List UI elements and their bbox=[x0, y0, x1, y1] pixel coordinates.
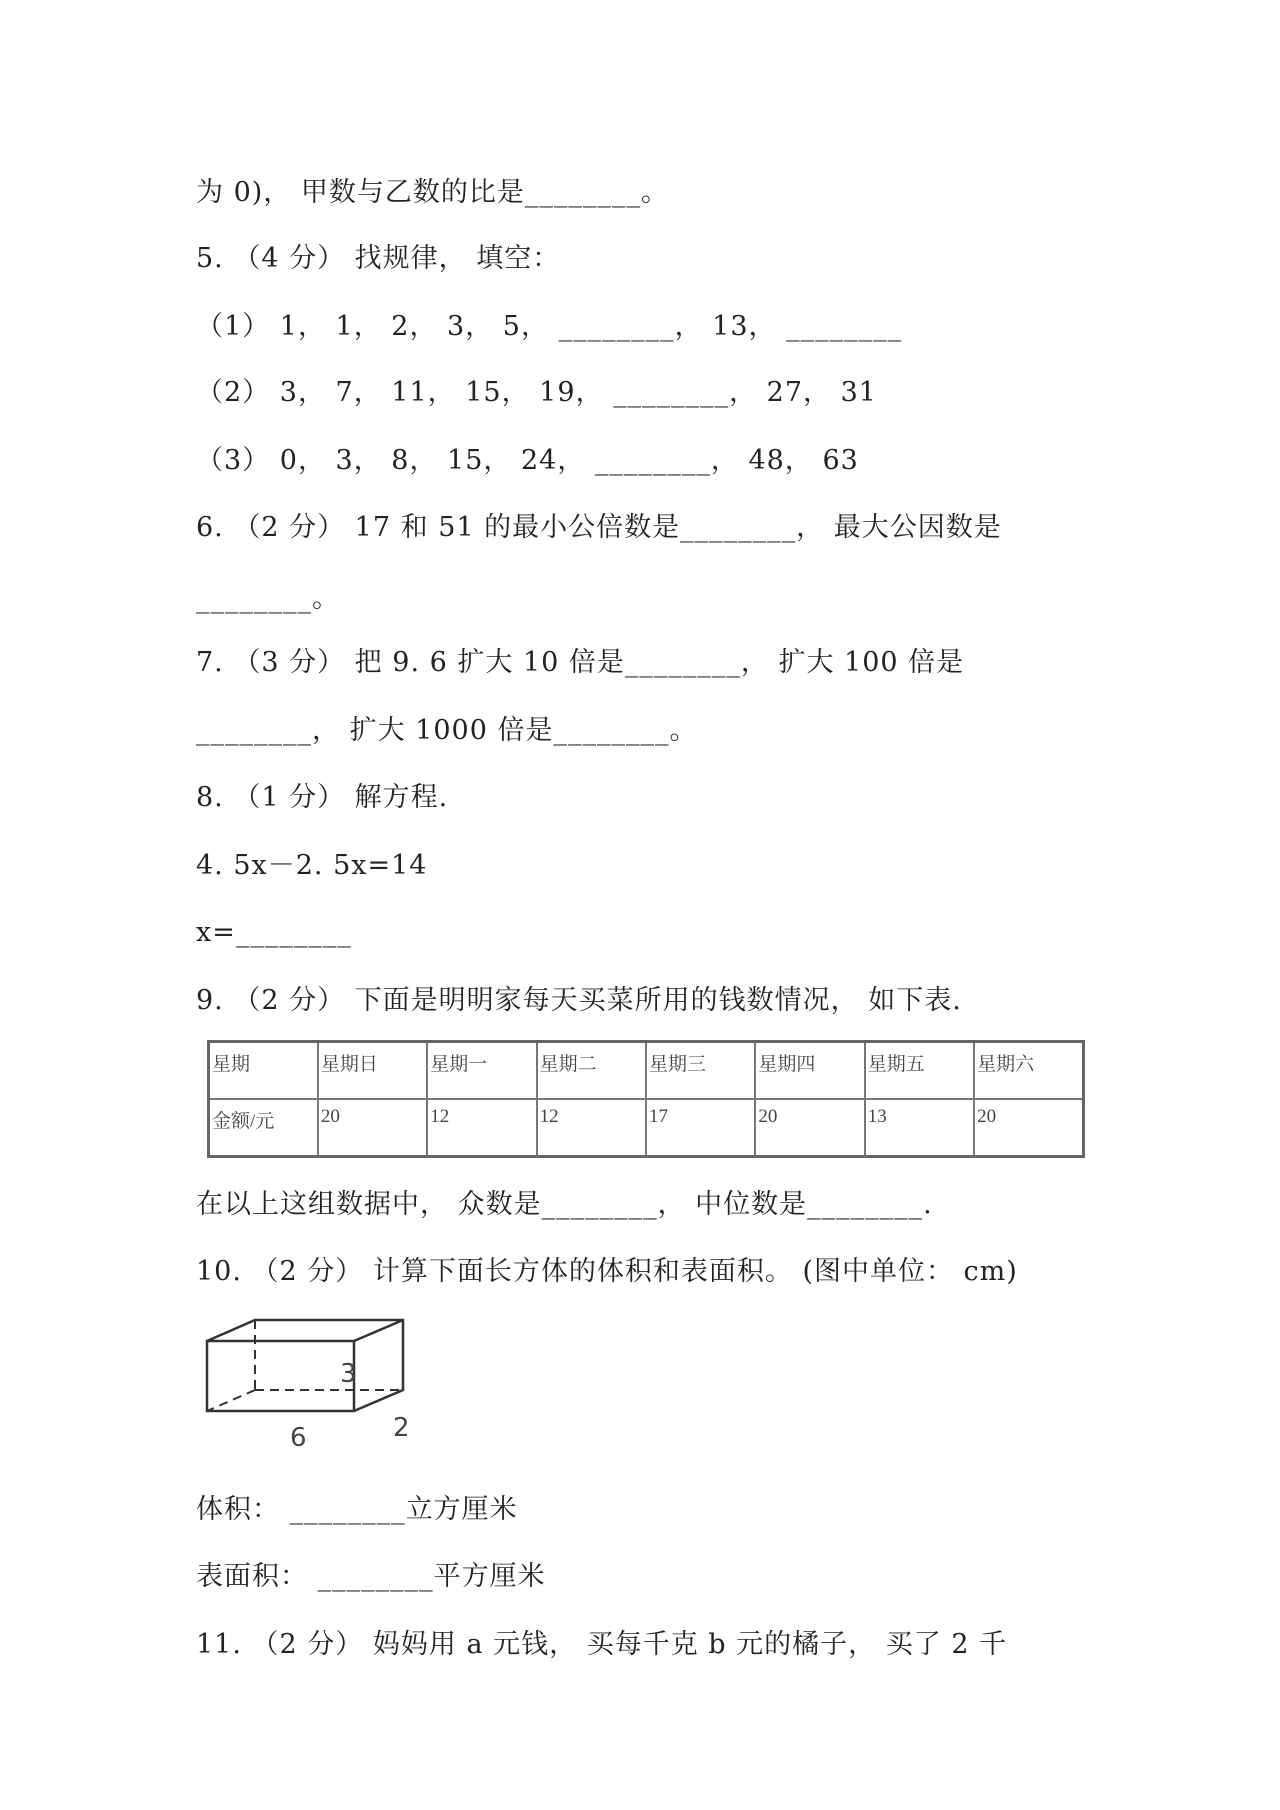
table-cell: 星期四 bbox=[755, 1042, 864, 1100]
table-cell: 星期 bbox=[209, 1042, 318, 1100]
cuboid-figure bbox=[200, 1318, 420, 1468]
table-cell: 12 bbox=[537, 1099, 646, 1157]
q4-tail: 为 0)， 甲数与乙数的比是________。 bbox=[196, 177, 669, 208]
q5-title: 5. （4 分） 找规律， 填空： bbox=[196, 243, 561, 274]
q5-part2: （2） 3， 7， 11， 15， 19， ________， 27， 31 bbox=[196, 377, 877, 408]
table-row bbox=[209, 1042, 1084, 1100]
length-label: 6 bbox=[290, 1423, 307, 1453]
table-cell: 20 bbox=[755, 1099, 864, 1157]
table-cell: 星期日 bbox=[318, 1042, 427, 1100]
width-label: 2 bbox=[393, 1413, 410, 1443]
q10-title: 10. （2 分） 计算下面长方体的体积和表面积。 (图中单位： cm) bbox=[196, 1256, 1018, 1287]
q10-surface-area: 表面积： ________平方厘米 bbox=[196, 1561, 546, 1592]
q6-line2: ________。 bbox=[196, 583, 340, 614]
q11-title: 11. （2 分） 妈妈用 a 元钱， 买每千克 b 元的橘子， 买了 2 千 bbox=[196, 1629, 1008, 1660]
table-cell: 13 bbox=[865, 1099, 974, 1157]
table-cell: 星期三 bbox=[646, 1042, 755, 1100]
table-cell: 17 bbox=[646, 1099, 755, 1157]
table-cell: 星期六 bbox=[974, 1042, 1083, 1100]
q9-question: 在以上这组数据中， 众数是________， 中位数是________. bbox=[196, 1189, 933, 1220]
q5-part1: （1） 1， 1， 2， 3， 5， ________， 13， ________ bbox=[196, 311, 903, 342]
q8-equation: 4. 5x－2. 5x=14 bbox=[196, 850, 428, 881]
q9-title: 9. （2 分） 下面是明明家每天买菜所用的钱数情况， 如下表. bbox=[196, 985, 962, 1016]
q10-volume: 体积： ________立方厘米 bbox=[196, 1494, 518, 1525]
table-cell: 12 bbox=[427, 1099, 536, 1157]
table-cell: 星期二 bbox=[537, 1042, 646, 1100]
q5-part3: （3） 0， 3， 8， 15， 24， ________， 48， 63 bbox=[196, 445, 859, 476]
table-cell: 金额/元 bbox=[209, 1099, 318, 1157]
q7-line1: 7. （3 分） 把 9. 6 扩大 10 倍是________， 扩大 100 倍是 bbox=[196, 647, 965, 678]
height-label: 3 bbox=[340, 1359, 357, 1389]
expense-table bbox=[207, 1040, 1085, 1158]
table-cell: 星期五 bbox=[865, 1042, 974, 1100]
table-cell: 20 bbox=[974, 1099, 1083, 1157]
table-row bbox=[209, 1099, 1084, 1157]
table-cell: 星期一 bbox=[427, 1042, 536, 1100]
table-cell: 20 bbox=[318, 1099, 427, 1157]
q7-line2: ________， 扩大 1000 倍是________。 bbox=[196, 715, 698, 746]
q8-answer: x=________ bbox=[196, 917, 352, 948]
q8-title: 8. （1 分） 解方程. bbox=[196, 782, 449, 813]
q6-line1: 6. （2 分） 17 和 51 的最小公倍数是________， 最大公因数是 bbox=[196, 512, 1002, 543]
